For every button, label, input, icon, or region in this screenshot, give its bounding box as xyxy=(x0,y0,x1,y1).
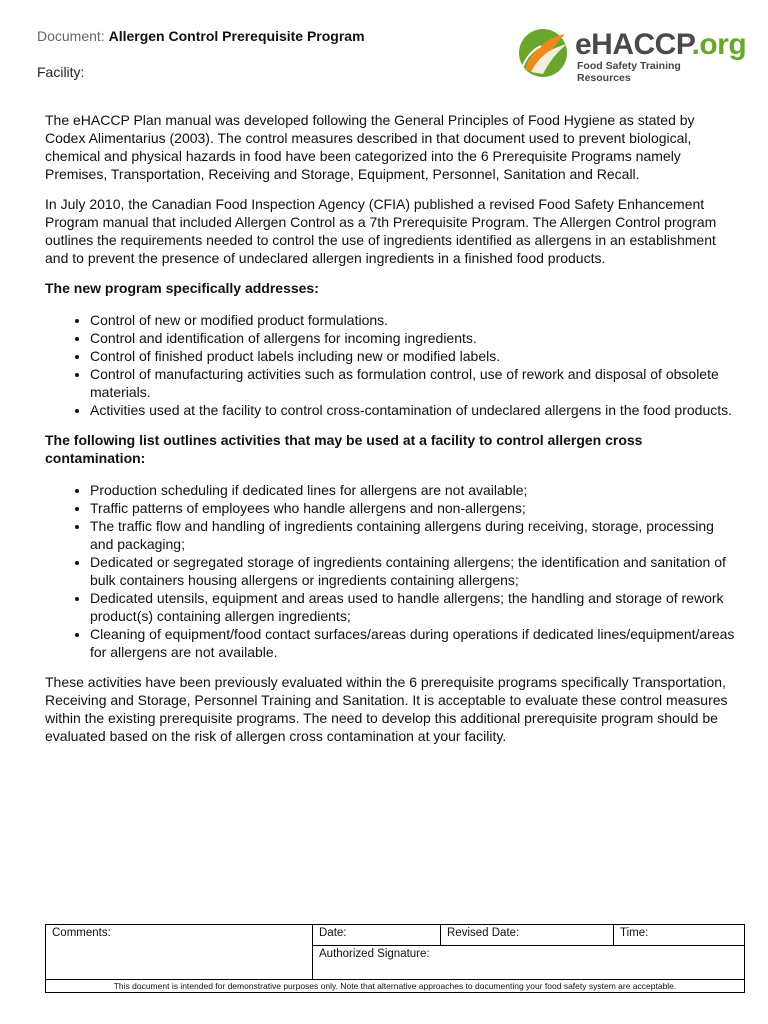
time-cell[interactable] xyxy=(614,925,745,946)
signoff-table xyxy=(45,924,745,993)
document-line xyxy=(37,28,365,44)
program-addresses-list xyxy=(45,311,735,419)
cfia-paragraph: In July 2010, the Canadian Food Inspection Agency (CFIA) published a revised Food Safety Enhancement Program manual that included Allergen Control as a 7th Prerequisite Program. The Allergen Control program outlines the requirements needed to control the use of ingredients identified as allergens in an establishment and to prevent the presence of undeclared allergen ingredients in a finished food products. xyxy=(45,196,717,266)
logo-wordmark xyxy=(575,28,746,62)
document-title: Allergen Control Prerequisite Program xyxy=(108,28,365,44)
list-item: • The traffic flow and handling of ingredients containing allergens during receiving, storage, processing and packaging; xyxy=(90,517,735,553)
document-body xyxy=(45,111,735,757)
list-item: • Activities used at the facility to control cross-contamination of undeclared allergens in the food products. xyxy=(90,401,735,419)
list-item: • Production scheduling if dedicated lines for allergens are not available; xyxy=(90,481,735,499)
signoff-row-footnote xyxy=(46,980,745,993)
list-item: • Traffic patterns of employees who handle allergens and non-allergens; xyxy=(90,499,735,517)
date-label: Date: xyxy=(319,927,347,939)
list-item: • Control of finished product labels including new or modified labels. xyxy=(90,347,735,365)
comments-label: Comments: xyxy=(52,927,111,939)
list-item: • Dedicated or segregated storage of ingredients containing allergens; the identification and sanitation of bulk containers housing allergens or ingredients containing allergens; xyxy=(90,553,735,589)
program-addresses-heading: The new program specifically addresses: xyxy=(45,280,319,296)
revised-date-cell[interactable] xyxy=(441,925,614,946)
list-item: • Cleaning of equipment/food contact surfaces/areas during operations if dedicated lines/equipment/areas for allergens are not available. xyxy=(90,625,735,661)
list-item: • Control of new or modified product formulations. xyxy=(90,311,735,329)
signoff-row-top xyxy=(46,925,745,946)
logo-name-domain: .org xyxy=(691,28,747,61)
comments-cell[interactable] xyxy=(46,925,313,980)
authorized-signature-label: Authorized Signature: xyxy=(319,948,430,961)
activities-list xyxy=(45,481,735,661)
list-item: • Control of manufacturing activities such as formulation control, use of rework and disposal of obsolete materials. xyxy=(90,365,735,401)
time-label: Time: xyxy=(620,927,649,939)
logo-tagline: Food Safety Training Resources xyxy=(577,60,681,84)
date-cell[interactable] xyxy=(313,925,441,946)
list-item: • Control and identification of allergens for incoming ingredients. xyxy=(90,329,735,347)
document-header xyxy=(37,26,747,86)
ehaccp-logo xyxy=(517,26,747,84)
activities-heading: The following list outlines activities that may be used at a facility to control allergen cross contamination: xyxy=(45,432,643,466)
logo-name-main: eHACCP xyxy=(575,28,692,61)
document-label: Document: xyxy=(37,28,105,44)
authorized-signature-cell[interactable] xyxy=(313,946,745,980)
list-item: • Dedicated utensils, equipment and areas used to handle allergens; the handling and storage of rework product(s) containing allergen ingredients; xyxy=(90,589,735,625)
disclaimer-footnote: This document is intended for demonstrative purposes only. Note that alternative approaches to documenting your food safety system are acceptable. xyxy=(46,980,745,993)
revised-date-label: Revised Date: xyxy=(447,927,520,939)
intro-paragraph: The eHACCP Plan manual was developed following the General Principles of Food Hygiene as stated by Codex Alimentarius (2003). The control measures described in that document used to prevent biological, chemical and physical hazards in food have been categorized into the 6 Prerequisite Programs namely Premises, Transportation, Receiving and Storage, Equipment, Personnel, Sanitation and Recall. xyxy=(45,112,695,182)
closing-paragraph: These activities have been previously evaluated within the 6 prerequisite programs specifically Transportation, Receiving and Storage, Personnel Training and Sanitation. It is acceptable to evaluate these control measures within the existing prerequisite programs. The need to develop this additional prerequisite program should be evaluated based on the risk of allergen cross contamination at your facility. xyxy=(45,674,728,744)
facility-label: Facility: xyxy=(37,64,85,80)
leaf-logo-icon xyxy=(517,26,573,80)
